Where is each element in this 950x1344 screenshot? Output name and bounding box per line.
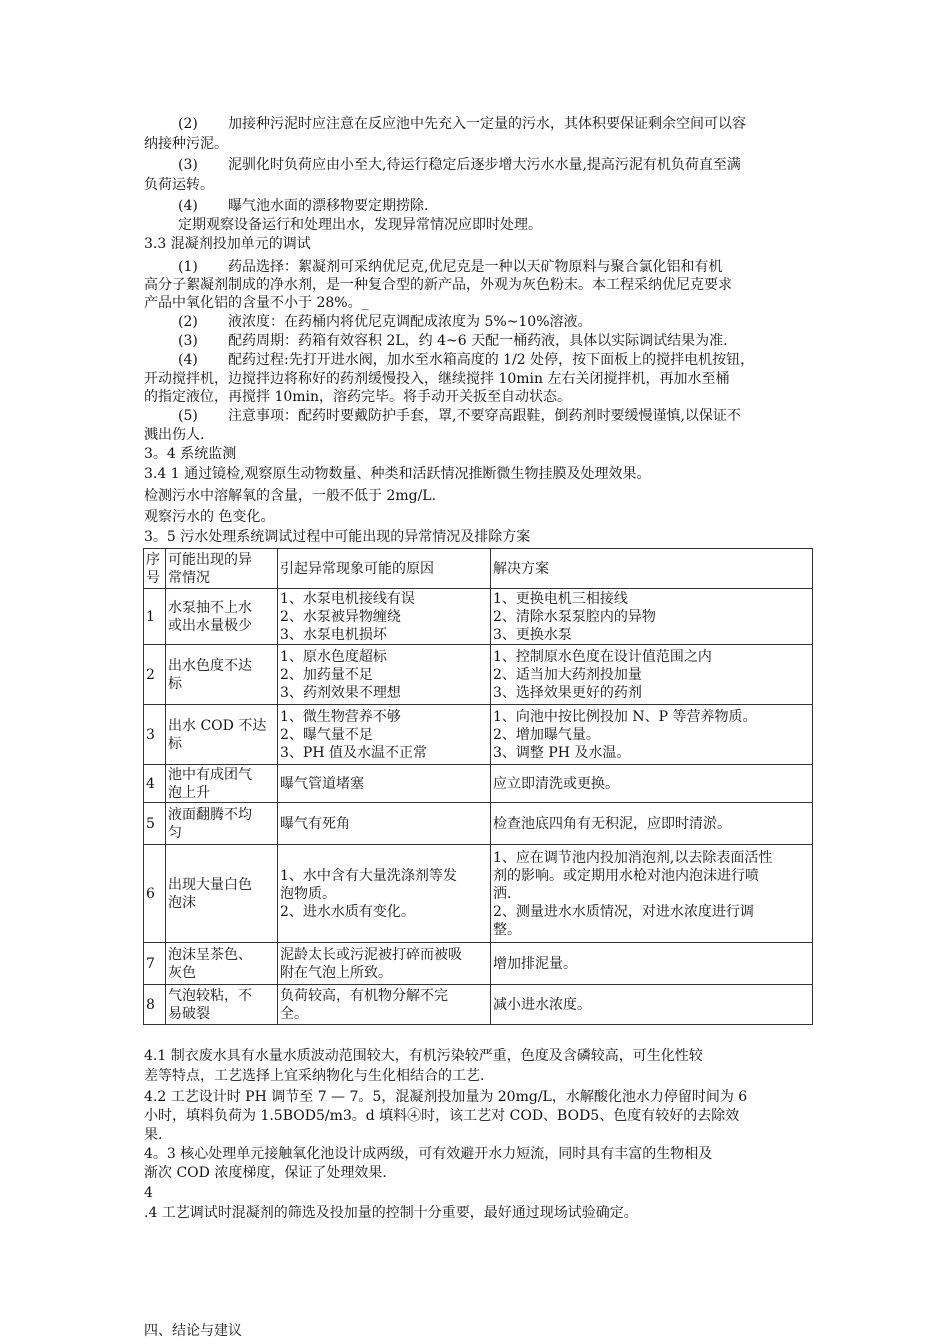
cause-cell (278, 943, 491, 985)
item-3b (178, 332, 728, 350)
cell-line: 3、更换水泵 (493, 626, 572, 643)
item-number: (4) (178, 198, 198, 214)
cell-line: 负荷较高，有机物分解不完 (280, 987, 448, 1004)
cause-cell (278, 589, 491, 645)
cell-line: 出水色度不达 (168, 657, 252, 674)
solution-cell (491, 589, 813, 645)
row-number-cell: 8 (144, 985, 166, 1025)
cell-line: 标 (168, 675, 182, 692)
table-row (144, 943, 813, 985)
header-cell: 解决方案 (491, 549, 813, 589)
row-number-cell: 2 (144, 645, 166, 705)
text-line: 检测污水中溶解氧的含量，一般不低于 2mg/L. (144, 488, 437, 504)
text-line: 定期观察设备运行和处理出水，发现异常情况应即时处理。 (178, 217, 542, 233)
cell-line: 标 (168, 735, 182, 752)
solution-cell (491, 765, 813, 803)
cell-line: 洒. (493, 885, 512, 902)
cell-line: 出现大量白色 (168, 876, 252, 893)
header-cell (144, 549, 166, 589)
cell-line: 应立即清洗或更换。 (493, 775, 619, 792)
cell-line: 泥龄太长或污泥被打碎而被吸 (280, 946, 462, 963)
solution-cell (491, 845, 813, 943)
cell-line: 泡沫 (168, 894, 196, 911)
table-row (144, 645, 813, 705)
row-number-cell: 6 (144, 845, 166, 943)
text-line: 负荷运转。 (144, 177, 214, 193)
item-number: (3) (178, 333, 198, 349)
row-number-cell: 3 (144, 705, 166, 765)
cell-line: 减小进水浓度。 (493, 996, 591, 1013)
cell-line: 1、水泵电机接线有误 (280, 590, 415, 607)
item-2b (178, 313, 592, 331)
cell-line: 泡上升 (168, 784, 210, 801)
item-number: (5) (178, 408, 198, 424)
table-row (144, 845, 813, 943)
header-text: 号 (146, 569, 160, 586)
issue-cell (166, 705, 278, 765)
text-line: 配药周期：药箱有效容积 2L，约 4~6 天配一桶药液，具体以实际调试结果为准. (228, 333, 728, 349)
issue-cell (166, 645, 278, 705)
cause-cell (278, 705, 491, 765)
cell-line: 气泡较粘，不 (168, 987, 252, 1004)
item-number: (2) (178, 116, 198, 132)
cell-line: 3、水泵电机损坏 (280, 626, 387, 643)
issue-cell (166, 803, 278, 845)
cell-line: 水泵抽不上水 (168, 599, 252, 616)
table-row (144, 589, 813, 645)
text-line: 4。3 核心处理单元接触氧化池设计成两级，可有效避开水力短流，同时具有丰富的生物相及 (144, 1146, 713, 1162)
text-line: 差等特点，工艺选择上宜采纳物化与生化相结合的工艺. (144, 1068, 485, 1084)
text-line: 4.2 工艺设计时 PH 调节至 7 — 7。5，混凝剂投加量为 20mg/L，水解酸化池水力停留时间为 6 (144, 1089, 748, 1105)
cell-line: 1、水中含有大量洗涤剂等发 (280, 867, 457, 884)
item-4b (178, 351, 754, 369)
text-line: 4.1 制衣废水具有水量水质波动范围较大，有机污染较严重，色度及含磷较高，可生化性较 (144, 1048, 703, 1064)
solution-cell (491, 803, 813, 845)
table-row (144, 985, 813, 1025)
text-line: 产品中氧化铝的含量不小于 28%。_ (144, 295, 369, 311)
cause-cell (278, 645, 491, 705)
table-row (144, 803, 813, 845)
issue-cell (166, 765, 278, 803)
cell-line: 匀 (168, 824, 182, 841)
cell-line: 2、增加曝气量。 (493, 726, 600, 743)
solution-cell (491, 645, 813, 705)
text-line: 果. (144, 1127, 163, 1143)
cell-line: 3、选择效果更好的药剂 (493, 684, 642, 701)
cell-line: 3、调整 PH 及水温。 (493, 744, 631, 761)
cell-line: 3、药剂效果不理想 (280, 684, 401, 701)
row-number-cell: 5 (144, 803, 166, 845)
table-header-row (144, 549, 813, 589)
text-line: 药品选择：絮凝剂可采纳优尼克,优尼克是一种以天矿物原料与聚合氯化铝和有机 (228, 259, 723, 275)
solution-cell (491, 985, 813, 1025)
cause-cell (278, 985, 491, 1025)
item-number: (2) (178, 314, 198, 330)
table-body (144, 589, 813, 1025)
cell-line: 2、清除水泵泵腔内的异物 (493, 608, 656, 625)
item-2 (178, 115, 746, 133)
header-text: 可能出现的异 (168, 551, 252, 568)
cell-line: 泡沫呈茶色、 (168, 946, 252, 963)
solution-cell (491, 705, 813, 765)
text-line: 观察污水的 色变化。 (144, 509, 275, 525)
text-line: 加接种污泥时应注意在反应池中先充入一定量的污水，其体积要保证剩余空间可以容 (228, 116, 746, 132)
cell-line: 2、测量进水水质情况，对进水浓度进行调 (493, 903, 754, 920)
text-line: 纳接种污泥。 (144, 136, 228, 152)
issue-cell (166, 943, 278, 985)
text-line: 开动搅拌机，边搅拌边将称好的药剂缓慢投入，继续搅拌 10min 左右关闭搅拌机，再加水至桶 (144, 371, 730, 387)
cell-line: 1、控制原水色度在设计值范围之内 (493, 648, 712, 665)
troubleshooting-table (143, 548, 813, 1025)
text-line: 液浓度：在药桶内将优尼克调配成浓度为 5%~10%溶液。 (228, 314, 592, 330)
section-heading-3-4: 3。4 系统监测 (144, 446, 237, 462)
cell-line: 曝气有死角 (280, 815, 350, 832)
cell-line: 2、水泵被异物缠绕 (280, 608, 401, 625)
cell-line: 2、曝气量不足 (280, 726, 373, 743)
solution-cell (491, 943, 813, 985)
text-line: 3.4 1 通过镜检,观察原生动物数量、种类和活跃情况推断微生物挂膜及处理效果。 (144, 466, 651, 482)
item-number: (3) (178, 157, 198, 173)
cell-line: 增加排泥量。 (493, 955, 577, 972)
item-1 (178, 258, 722, 276)
cell-line: 2、加药量不足 (280, 666, 373, 683)
cell-line: 出水 COD 不达 (168, 717, 267, 734)
item-3 (178, 156, 741, 174)
cell-line: 1、更换电机三相接线 (493, 590, 628, 607)
item-4 (178, 197, 428, 215)
table-row (144, 705, 813, 765)
cell-line: 1、原水色度超标 (280, 648, 387, 665)
text-line: 渐次 COD 浓度梯度，保证了处理效果. (144, 1165, 387, 1181)
cell-line: 附在气泡上所致。 (280, 964, 392, 981)
cell-line: 液面翻腾不均 (168, 806, 252, 823)
cell-line: 灰色 (168, 964, 196, 981)
cell-line: 3、PH 值及水温不正常 (280, 744, 427, 761)
header-text: 序 (146, 551, 160, 568)
text-line: 小时，填料负荷为 1.5BOD5/m3。d 填料④时，该工艺对 COD、BOD5、色度有较好的去除效 (144, 1108, 740, 1124)
cell-line: 剂的影响。或定期用水枪对池内泡沫进行喷 (493, 867, 759, 884)
cause-cell (278, 803, 491, 845)
text-line: 注意事项：配药时要戴防护手套，罩,不要穿高跟鞋，倒药剂时要缓慢谨慎,以保证不 (228, 408, 741, 424)
cause-cell (278, 765, 491, 803)
issue-cell (166, 845, 278, 943)
item-number: (4) (178, 352, 198, 368)
cause-cell (278, 845, 491, 943)
cell-line: 1、微生物营养不够 (280, 708, 401, 725)
section-heading-4: 四、结论与建议 (144, 1323, 242, 1339)
cell-line: 2、进水水质有变化。 (280, 903, 415, 920)
cell-line: 2、适当加大药剂投加量 (493, 666, 642, 683)
item-5b (178, 407, 741, 425)
text-line: 泥驯化时负荷应由小至大,待运行稳定后逐步增大污水水量,提高污泥有机负荷直至满 (228, 157, 741, 173)
text-line: 4 (144, 1185, 153, 1201)
cell-line: 泡物质。 (280, 885, 336, 902)
row-number-cell: 1 (144, 589, 166, 645)
cell-line: 易破裂 (168, 1005, 210, 1022)
text-line: 曝气池水面的漂移物要定期捞除. (228, 198, 429, 214)
item-number: (1) (178, 259, 198, 275)
cell-line: 或出水量极少 (168, 617, 252, 634)
text-line: .4 工艺调试时混凝剂的筛选及投加量的控制十分重要，最好通过现场试验确定。 (144, 1205, 638, 1221)
text-line: 配药过程:先打开进水阀，加水至水箱高度的 1/2 处停，按下面板上的搅拌电机按钮， (228, 352, 755, 368)
cell-line: 全。 (280, 1005, 308, 1022)
section-heading-3-3: 3.3 混凝剂投加单元的调试 (144, 236, 311, 252)
section-heading-3-5: 3。5 污水处理系统调试过程中可能出现的异常情况及排除方案 (144, 529, 531, 545)
text-line: 高分子絮凝剂制成的净水剂，是一种复合型的新产品，外观为灰色粉末。本工程采纳优尼克要求 (144, 277, 732, 293)
cell-line: 池中有成团气 (168, 766, 252, 783)
cell-line: 1、向池中按比例投加 N、P 等营养物质。 (493, 708, 757, 725)
cell-line: 检查池底四角有无积泥，应即时清淤。 (493, 815, 731, 832)
row-number-cell: 7 (144, 943, 166, 985)
cell-line: 整。 (493, 921, 521, 938)
header-cell (166, 549, 278, 589)
issue-cell (166, 985, 278, 1025)
issue-cell (166, 589, 278, 645)
text-line: 的指定液位，再搅拌 10min，溶药完毕。将手动开关扳至自动状态。 (144, 389, 572, 405)
text-line: 溅出伤人. (144, 427, 205, 443)
cell-line: 1、应在调节池内投加消泡剂,以去除表面活性 (493, 849, 773, 866)
table-row (144, 765, 813, 803)
header-cell: 引起异常现象可能的原因 (278, 549, 491, 589)
header-text: 常情况 (168, 569, 210, 586)
cell-line: 曝气管道堵塞 (280, 775, 364, 792)
row-number-cell: 4 (144, 765, 166, 803)
